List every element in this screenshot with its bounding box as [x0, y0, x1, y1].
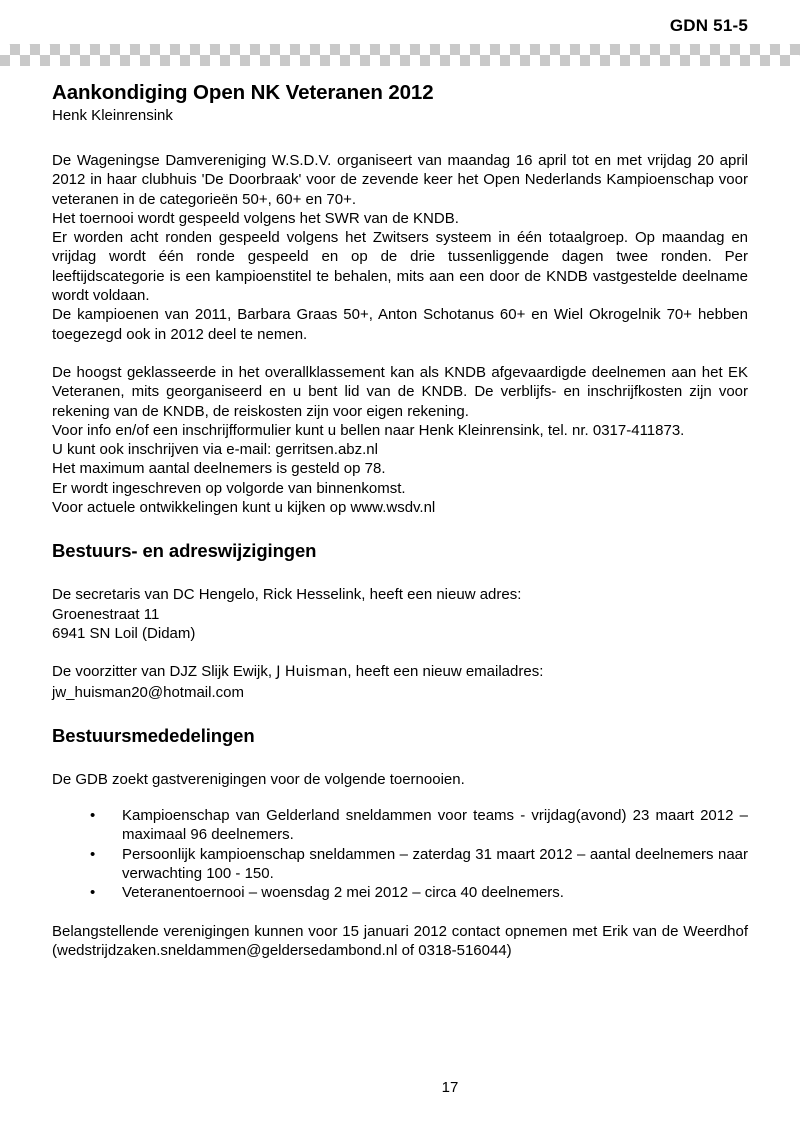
- list-item-label: Kampioenschap van Gelderland sneldammen voor teams - vrijdag(avond) 23 maart 2012 – maximaal 96 deelnemers.: [122, 807, 748, 844]
- spacer: [52, 563, 748, 585]
- chairman-intro: [52, 662, 748, 682]
- spacer: [52, 903, 748, 922]
- chairman-intro-before: De voorzitter van DJZ Slijk Ewijk,: [52, 663, 277, 681]
- list-item-label: Persoonlijk kampioenschap sneldammen – zaterdag 31 maart 2012 – aantal deelnemers naar verwachting 100 - 150.: [122, 845, 748, 883]
- list-item: [52, 806, 748, 845]
- bullet-icon: •: [90, 845, 96, 863]
- page-footer: [0, 1078, 800, 1097]
- chairman-intro-after: , heeft een nieuw emailadres:: [347, 663, 544, 681]
- spacer: [52, 789, 748, 806]
- spacer: [52, 344, 748, 363]
- article-paragraph-5: De hoogst geklasseerde in het overallklassement kan als KNDB afgevaardigde deelnemen aan het EK Veteranen, mits georganiseerd en u bent lid van de KNDB. De verblijfs- en inschrijfkosten zijn voor rekening van de KNDB, de reiskosten zijn voor eigen rekening.: [52, 363, 748, 420]
- spacer: [52, 643, 748, 662]
- spacer: [52, 702, 748, 724]
- issue-label: GDN 51-5: [669, 16, 748, 35]
- page-title: Aankondiging Open NK Veteranen 2012: [52, 81, 434, 104]
- page-header: [0, 0, 800, 44]
- bullet-icon: •: [90, 884, 96, 902]
- board-announcements-intro: De GDB zoekt gastverenigingen voor de volgende toernooien.: [52, 770, 465, 788]
- author-byline: Henk Kleinrensink: [52, 107, 173, 124]
- chairman-name: J Huisman: [276, 664, 348, 681]
- list-item: [52, 845, 748, 884]
- chairman-email: jw_huisman20@hotmail.com: [52, 683, 244, 701]
- article-paragraph-4: De kampioenen van 2011, Barbara Graas 50+, Anton Schotanus 60+ en Wiel Okrogelnik 70+ hebben toegezegd ook in 2012 deel te nemen.: [52, 306, 748, 343]
- article-paragraph-3: Er worden acht ronden gespeeld volgens het Zwitsers systeem in één totaalgroep. Op maandag en vrijdag wordt één ronde gespeeld en op de drie tussenliggende dagen twee ronden. Per leeftijdscategorie is een kampioenstitel te behalen, mits aan een door de KNDB vastgestelde deelname wordt voldaan.: [52, 229, 748, 305]
- article-paragraph-1: De Wageningse Damvereniging W.S.D.V. organiseert van maandag 16 april tot en met vrijdag 20 april 2012 in haar clubhuis 'De Doorbraak' voor de zevende keer het Open Nederlands Kampioenschap voor veteranen in de categorieën 50+, 60+ en 70+.: [52, 152, 748, 208]
- page-number: 17: [441, 1079, 459, 1096]
- article-paragraph-2: Het toernooi wordt gespeeld volgens het SWR van de KNDB.: [52, 209, 459, 227]
- list-item: [52, 883, 748, 902]
- list-item-label: Veteranentoernooi – woensdag 2 mei 2012 – circa 40 deelnemers.: [122, 884, 564, 902]
- secretary-street: Groenestraat 11: [52, 605, 160, 623]
- article-paragraph-6: Voor info en/of een inschrijfformulier kunt u bellen naar Henk Kleinrensink, tel. nr. 0317-411873.: [52, 421, 685, 439]
- bullet-icon: •: [90, 807, 96, 825]
- article-paragraph-7: U kunt ook inschrijven via e-mail: gerritsen.abz.nl: [52, 441, 378, 459]
- secretary-intro: De secretaris van DC Hengelo, Rick Hesselink, heeft een nieuw adres:: [52, 586, 522, 604]
- article-paragraph-10: Voor actuele ontwikkelingen kunt u kijken op www.wsdv.nl: [52, 499, 436, 517]
- section-heading-address-changes: Bestuurs- en adreswijzigingen: [52, 540, 317, 562]
- secretary-city: 6941 SN Loil (Didam): [52, 624, 196, 642]
- article-paragraph-9: Er wordt ingeschreven op volgorde van binnenkomst.: [52, 479, 406, 497]
- section-heading-board-announcements: Bestuursmededelingen: [52, 724, 255, 746]
- checkerboard-divider: [0, 44, 800, 66]
- article-paragraph-8: Het maximum aantal deelnemers is gesteld op 78.: [52, 460, 386, 478]
- document-body: [52, 80, 748, 960]
- spacer: [52, 748, 748, 770]
- tournament-list: [52, 806, 748, 902]
- spacer: [52, 125, 748, 151]
- spacer: [52, 517, 748, 539]
- closing-paragraph: Belangstellende verenigingen kunnen voor 15 januari 2012 contact opnemen met Erik van de Weerdhof (wedstrijdzaken.sneldammen@geldersedambond.nl of 0318-516044): [52, 922, 748, 959]
